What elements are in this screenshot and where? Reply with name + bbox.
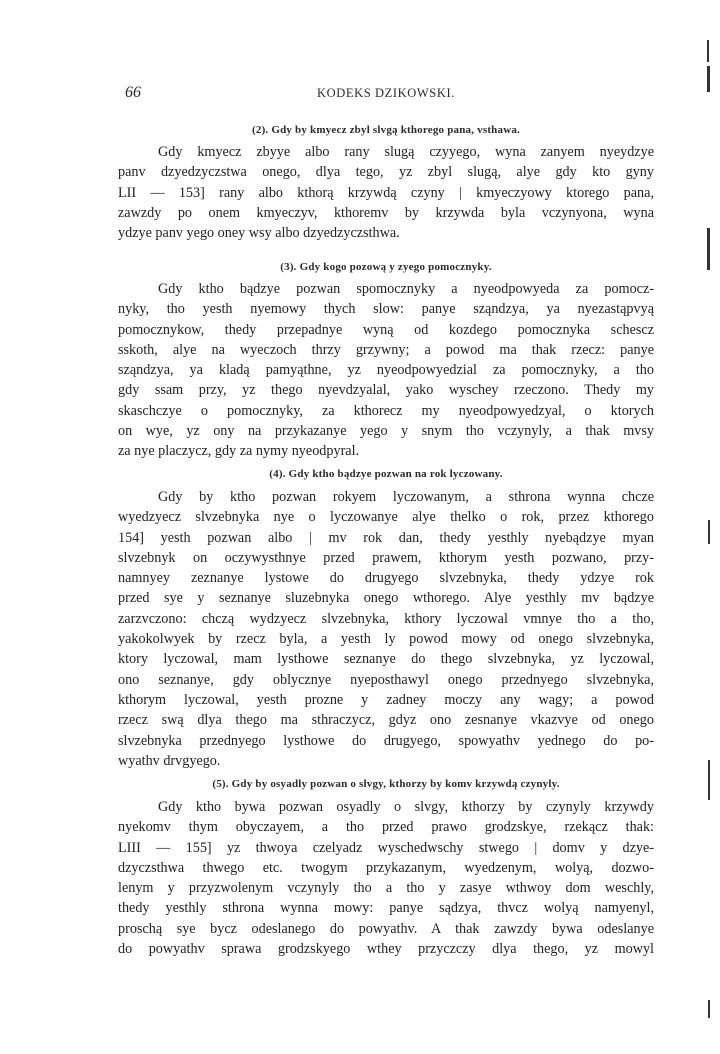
text-line: yakokolwyek by rzecz byla, a yesth ly powod mowy od onego slvzebnyka, (118, 631, 654, 648)
text-line: dzyczsthwa thwego etc. twogym przykazanym, wyedzenym, wolyą, dozwo- (118, 859, 654, 876)
text-line: lenym y przyzwolenym vczynyly tho a tho y zasye wthwoy dom weschly, (118, 880, 654, 897)
scan-edge-mark (707, 228, 710, 270)
scan-edge-mark (708, 760, 710, 800)
text-line: Gdy ktho bywa pozwan osyadly o slvgy, kthorzy by czynyly krzywdy (158, 799, 654, 815)
section-heading: (5). Gdy by osyadly pozwan o slvgy, kthorzy by komv krzywdą czynyly. (212, 778, 560, 790)
section-paragraph (118, 797, 654, 959)
text-line: gdy ssam przy, yz thego nyevdzyalal, yako wyschey rzeczono. Thedy my (118, 382, 654, 399)
text-line: wyedzyecz slvzebnyka nye o lyczowanye alye thelko o rok, przez kthorego (118, 509, 654, 526)
section-paragraph (118, 487, 654, 771)
text-line: wyathv drvgyego. (118, 752, 221, 769)
scan-edge-mark (708, 520, 710, 544)
text-line: zarzvczono: chczą wydzyecz slvzebnyka, kthory lyczowal vmnye tho a tho, (118, 610, 654, 627)
text-line: nyekomv thym obyczayem, a tho przed prawo grodzskye, rzekącz thak: (118, 819, 654, 836)
text-line: slvzebnyka przednyego lysthowe do drugyego, spowyathv yednego do po- (118, 732, 654, 749)
text-line: Gdy ktho bądzye pozwan spomocznyky a nyeodpowyeda za pomocz- (158, 281, 654, 297)
scan-edge-mark (707, 66, 710, 92)
section-paragraph (118, 142, 654, 243)
text-line: przed sye y seznanye sluzebnyka onego wthorego. Alye yesthly mv bądzye (118, 590, 654, 607)
text-line: on wye, yz ony na przykazanye yego y snym tho vczynyly, a thak mvsy (118, 423, 654, 440)
running-head: KODEKS DZIKOWSKI. (317, 86, 455, 100)
text-line: panv dzyedzyczstwa onego, dlya tego, yz zbyl slugą, alye gdy kto gyny (118, 164, 654, 181)
text-line: sskoth, alye na wyeczoch thrzy grzywny; a powod ma thak rzecz: panye (118, 341, 654, 358)
scan-edge-mark (708, 1000, 710, 1018)
text-line: 154] yesth pozwan albo | mv rok dan, thedy yesthly nyebądzye myan (118, 529, 654, 546)
text-line: LII — 153] rany albo kthorą krzywdą czyny | kmyeczyowy ktorego pana, (118, 184, 654, 201)
section-heading: (4). Gdy ktho bądzye pozwan na rok lyczowany. (269, 468, 503, 480)
text-line: ydzye panv yego oney wsy albo dzyedzyczsthwa. (118, 225, 400, 242)
text-line: skaschczye o pomocznyky, za kthorecz my nyeodpowyedzyal, o ktorych (118, 402, 654, 419)
text-line: thedy yesthly sthrona wynna mowy: panye sądzya, thvcz wolyą namyenyl, (118, 900, 654, 917)
text-line: nyky, tho yesth nyemowy thych slow: panye sząndzya, ya nyezastąpvyą (118, 301, 654, 318)
text-line: za nye placzycz, gdy za nymy nyeodpyral. (118, 443, 360, 460)
text-line: ono seznanye, gdy oblycznye nyeposthawyl onego przednyego slvzebnyka, (118, 671, 654, 688)
section-heading: (3). Gdy kogo pozową y zyego pomocznyky. (280, 261, 492, 273)
scan-edge-mark (707, 40, 709, 62)
text-line: namnyey zeznanye lystowe do drugyego slvzebnyka, thedy ydzye rok (118, 570, 654, 587)
section-paragraph (118, 279, 654, 462)
text-line: pomocznykow, thedy przepadnye wyną od kozdego pomocznyka schescz (118, 321, 654, 338)
text-line: zawzdy po onem kmyeczyv, kthoremv by krzywda byla vczynyona, wyna (118, 204, 654, 221)
text-line: do powyathv sprawa grodzskyego wthey przyczczy dlya thego, yz mowyl (118, 941, 654, 958)
text-line: ktory lyczowal, mam lysthowe seznanye do thego slvzebnyka, yz lyczowal, (118, 651, 654, 668)
text-line: sząndzya, ya kladą pamyąthne, yz nyeodpowyedzial za pomocznyky, a tho (118, 362, 654, 379)
text-line: proschą sye bycz odeslanego do powyathv. A thak zawzdy bywa odeslanye (118, 920, 654, 937)
text-line: kthorym lyczowal, yesth prozne y zadney moczy any wagy; a powod (118, 691, 654, 708)
page-number: 66 (125, 84, 141, 101)
text-line: Gdy kmyecz zbyye albo rany slugą czyyego, wyna zanyem nyeydzye (158, 144, 654, 160)
text-line: slvzebnyk on oczywysthnye przed prawem, kthorym yesth pozwano, przy- (118, 549, 654, 566)
text-line: rzecz swą dlya thego ma sthraczycz, gdyz ono zesnanye vkazvye od onego (118, 712, 654, 729)
text-line: Gdy by ktho pozwan rokyem lyczowanym, a sthrona wynna chcze (158, 489, 654, 505)
section-heading: (2). Gdy by kmyecz zbyl slvgą kthorego pana, vsthawa. (252, 124, 520, 136)
text-line: LIII — 155] yz thwoya czelyadz wyschedwschy stwego | domv y dzye- (118, 839, 654, 856)
